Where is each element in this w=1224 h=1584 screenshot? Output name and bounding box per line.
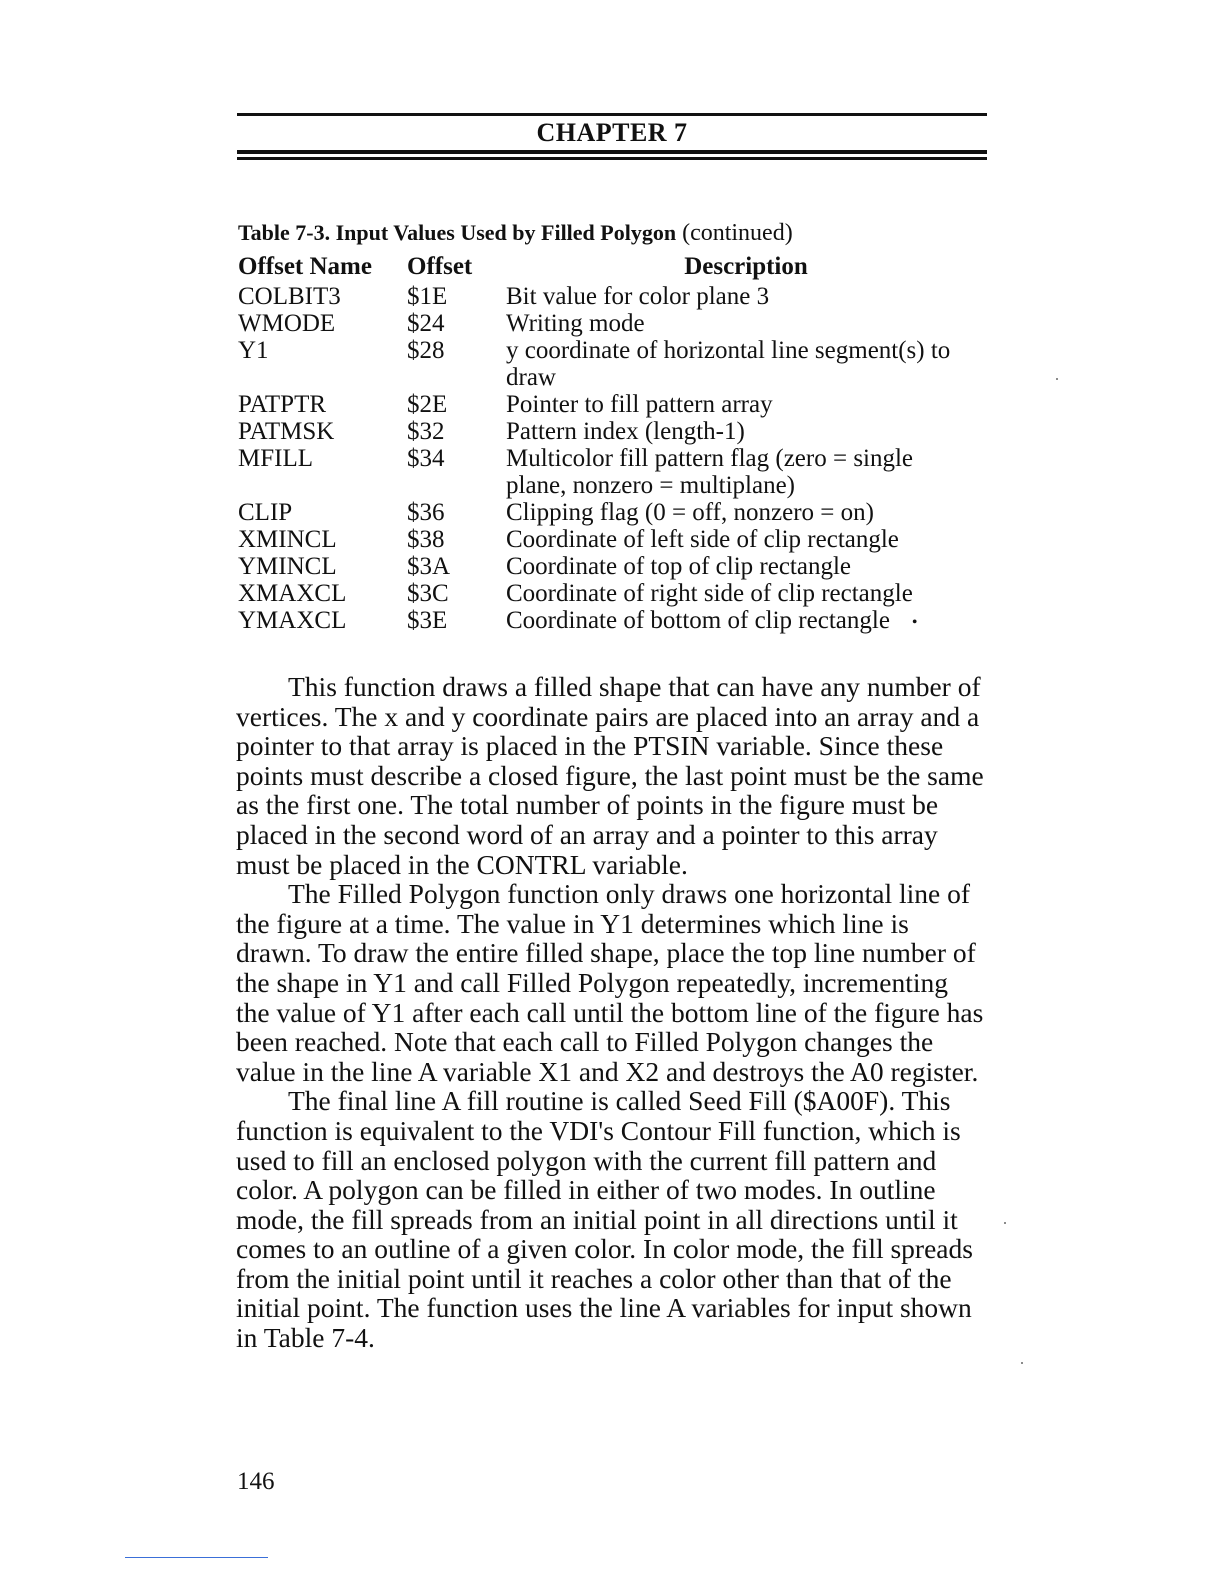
paragraph: This function draws a filled shape that can have any number of vertices. The x and y coordinate pairs are placed into an array and a pointer to that array is placed in the PTSIN variable. Since these points must describe a closed figure, the last point must be the same as the first one. The total number of points in the figure must be placed in the second word of an array and a pointer to this array must be placed in the CONTRL variable. (236, 671, 984, 880)
cell-description: Clipping flag (0 = off, nonzero = on) (506, 499, 874, 526)
table-row (238, 337, 998, 391)
scan-speck (1004, 1222, 1006, 1224)
cell-offset: $34 (407, 445, 445, 472)
table-caption-continued: (continued) (676, 220, 793, 246)
column-header-description: Description (684, 253, 808, 280)
scan-speck: • (911, 613, 918, 631)
footer-rule (125, 1557, 268, 1558)
cell-offset-name: COLBIT3 (238, 283, 341, 310)
table-row (238, 418, 998, 445)
cell-offset: $3E (407, 607, 448, 634)
cell-description (506, 607, 976, 636)
cell-description-text: Coordinate of bottom of clip rectangle (506, 607, 890, 634)
table-row (238, 553, 998, 580)
scan-speck (1056, 378, 1058, 380)
cell-offset: $3A (407, 553, 451, 580)
page-number: 146 (237, 1468, 275, 1495)
cell-offset-name: YMAXCL (238, 607, 347, 634)
table-row (238, 580, 998, 607)
cell-description: Pattern index (length-1) (506, 418, 745, 445)
cell-offset-name: Y1 (238, 337, 269, 364)
cell-offset-name: WMODE (238, 310, 336, 337)
cell-description: Pointer to fill pattern array (506, 391, 773, 418)
cell-description: Coordinate of left side of clip rectangle (506, 526, 899, 553)
cell-description: Bit value for color plane 3 (506, 283, 770, 310)
cell-offset: $1E (407, 283, 448, 310)
cell-offset-name: MFILL (238, 445, 313, 472)
table-caption-title: Table 7-3. Input Values Used by Filled Polygon (238, 220, 677, 245)
cell-offset: $24 (407, 310, 445, 337)
scan-speck (1021, 1362, 1023, 1364)
cell-offset-name: PATMSK (238, 418, 335, 445)
column-header-offset-name: Offset Name (238, 253, 372, 280)
paragraph: The Filled Polygon function only draws one horizontal line of the figure at a time. The value in Y1 determines which line is drawn. To draw the entire filled shape, place the top line number of the shape in Y1 and call Filled Polygon repeatedly, incrementing the value of Y1 after each call until the bottom line of the figure has been reached. Note that each call to Filled Polygon changes the value in the line A variable X1 and X2 and destroys the A0 register. (236, 878, 984, 1087)
table-body (238, 283, 998, 636)
cell-offset-name: XMAXCL (238, 580, 347, 607)
header-rule-top (237, 113, 987, 116)
paragraph: The final line A fill routine is called Seed Fill ($A00F). This function is equivalent to the VDI's Contour Fill function, which is used to fill an enclosed polygon with the current fill pattern and color. A polygon can be filled in either of two modes. In outline mode, the fill spreads from an initial point in all directions until it comes to an outline of a given color. In color mode, the fill spreads from the initial point until it reaches a color other than that of the initial point. The function uses the line A variables for input shown in Table 7-4. (236, 1085, 973, 1354)
table-row (238, 310, 998, 337)
cell-description: y coordinate of horizontal line segment(s) to draw (506, 337, 951, 391)
header-rule-bottom-double (237, 157, 987, 160)
column-header-offset: Offset (407, 253, 473, 280)
cell-offset: $36 (407, 499, 445, 526)
cell-offset: $32 (407, 418, 445, 445)
cell-offset: $38 (407, 526, 445, 553)
cell-offset: $2E (407, 391, 448, 418)
cell-description: Coordinate of top of clip rectangle (506, 553, 852, 580)
table-row (238, 391, 998, 418)
cell-offset: $28 (407, 337, 445, 364)
chapter-heading: CHAPTER 7 (536, 118, 688, 147)
cell-offset-name: CLIP (238, 499, 293, 526)
cell-offset-name: PATPTR (238, 391, 327, 418)
table-row (238, 499, 998, 526)
cell-offset: $3C (407, 580, 449, 607)
cell-offset-name: XMINCL (238, 526, 337, 553)
cell-description: Coordinate of right side of clip rectangle (506, 580, 913, 607)
cell-description: Writing mode (506, 310, 645, 337)
table-row (238, 607, 998, 636)
cell-offset-name: YMINCL (238, 553, 337, 580)
header-rule-bottom (237, 150, 987, 154)
table-row (238, 445, 998, 499)
table-caption (238, 220, 793, 247)
table-row (238, 526, 998, 553)
cell-description: Multicolor fill pattern flag (zero = single plane, nonzero = multiplane) (506, 445, 914, 499)
table-row (238, 283, 998, 310)
body-text (236, 672, 988, 1353)
